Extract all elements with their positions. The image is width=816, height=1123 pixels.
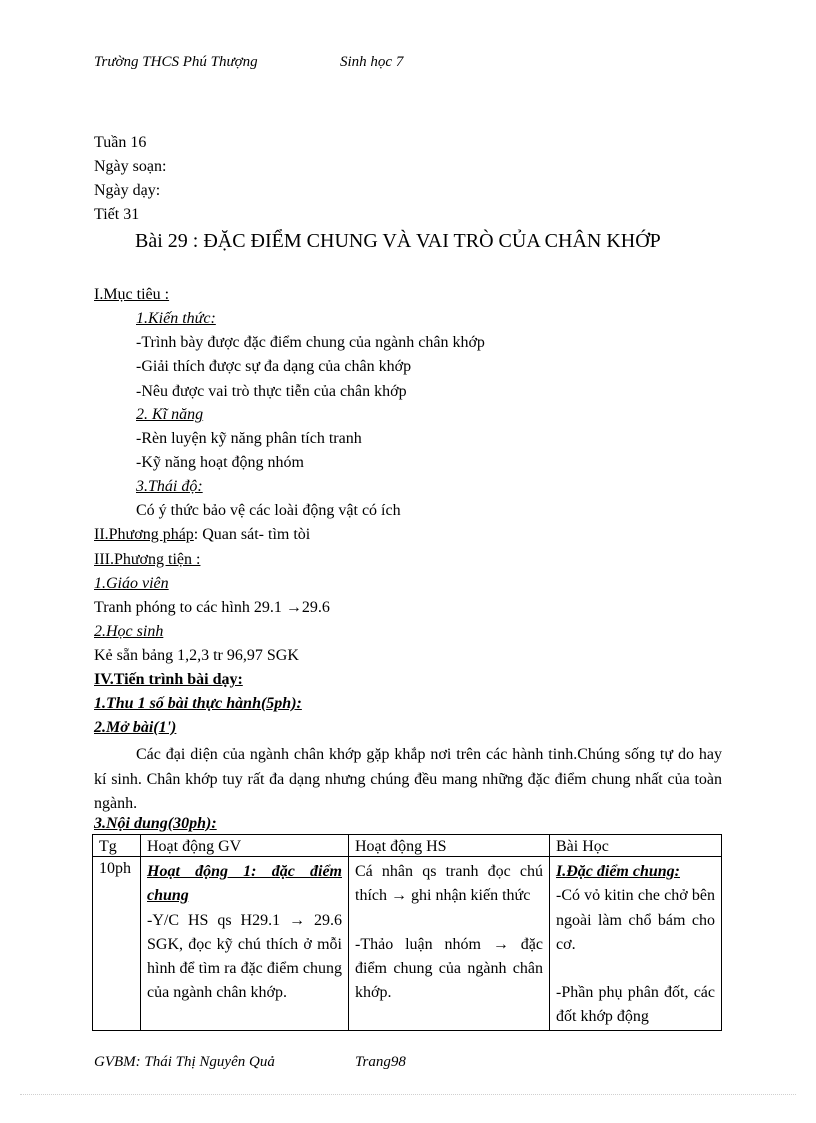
student-means-text: Kẻ sẵn bảng 1,2,3 tr 96,97 SGK <box>94 647 299 664</box>
student-means-heading: 2.Học sinh <box>94 623 164 640</box>
lesson-heading: I.Đặc điểm chung: <box>556 863 680 880</box>
knowledge-item: -Nêu được vai trò thực tiễn của chân khớp <box>136 383 407 400</box>
table-header-row <box>93 835 722 857</box>
knowledge-item: -Trình bày được đặc điểm chung của ngành chân khớp <box>136 334 485 351</box>
lesson-text: -Có vỏ kitin che chở bên ngoài làm chổ bám cho cơ. <box>556 887 715 953</box>
hs-cell <box>349 857 550 1031</box>
footer-teacher: GVBM: Thái Thị Nguyên Quả <box>94 1054 275 1070</box>
lesson-table <box>92 834 722 1031</box>
week: Tuần 16 <box>94 134 147 151</box>
process-heading: IV.Tiến trình bài dạy: <box>94 671 243 688</box>
hs-text: Cá nhân qs tranh đọc chú thích → ghi nhận kiến thức <box>355 863 543 905</box>
time-cell: 10ph <box>93 857 141 1031</box>
step3: 3.Nội dung(30ph): <box>94 815 217 832</box>
objectives-heading: I.Mục tiêu : <box>94 286 170 303</box>
header-subject: Sinh học 7 <box>340 54 404 70</box>
skills-item: -Rèn luyện kỹ năng phân tích tranh <box>136 430 362 447</box>
step2: 2.Mở bài(1') <box>94 719 177 736</box>
prep-date: Ngày soạn: <box>94 158 167 175</box>
activity-heading: Hoạt động 1: đặc điểm chung <box>147 863 342 905</box>
attitude-text: Có ý thức bảo vệ các loài động vật có ích <box>136 502 401 519</box>
method-line: II.Phương pháp: Quan sát- tìm tòi <box>94 526 311 543</box>
header-cell: Hoạt động GV <box>141 835 349 857</box>
page-divider <box>20 1094 796 1095</box>
hs-text: -Thảo luận nhóm → đặc điểm chung của ngành chân khớp. <box>355 935 543 1002</box>
lesson-text: -Phần phụ phân đốt, các đốt khớp động <box>556 984 715 1026</box>
header-cell: Hoạt động HS <box>349 835 550 857</box>
intro-paragraph: Các đại diện của ngành chân khớp gặp khắp nơi trên các hành tinh.Chúng sống tự do hay kí sinh. Chân khớp tuy rất đa dạng nhưng chúng đều mang những đặc điểm chung nhất của toàn ngành. <box>94 746 722 812</box>
skills-item: -Kỹ năng hoạt động nhóm <box>136 454 304 471</box>
gv-text: -Y/C HS qs H29.1 → 29.6 SGK, đọc kỹ chú thích ở mỗi hình để tìm ra đặc điểm chung của ngành chân khớp. <box>147 911 342 1002</box>
teach-date: Ngày dạy: <box>94 182 161 199</box>
skills-heading: 2. Kĩ năng <box>136 406 204 423</box>
means-heading: III.Phương tiện : <box>94 551 201 568</box>
knowledge-heading: 1.Kiến thức: <box>136 310 216 327</box>
step1: 1.Thu 1 số bài thực hành(5ph): <box>94 695 302 712</box>
footer-page: Trang98 <box>355 1054 406 1070</box>
lesson-cell <box>550 857 722 1031</box>
gv-cell <box>141 857 349 1031</box>
teacher-means-text: Tranh phóng to các hình 29.1 →29.6 <box>94 599 330 616</box>
lesson-title: Bài 29 : ĐẶC ĐIỂM CHUNG VÀ VAI TRÒ CỦA CHÂN KHỚP <box>135 230 661 252</box>
header-school: Trường THCS Phú Thượng <box>94 54 258 70</box>
header-cell: Tg <box>93 835 141 857</box>
period: Tiết 31 <box>94 206 140 223</box>
table-row <box>93 857 722 1031</box>
header-cell: Bài Học <box>550 835 722 857</box>
teacher-means-heading: 1.Giáo viên <box>94 575 169 592</box>
attitude-heading: 3.Thái độ: <box>136 478 203 495</box>
knowledge-item: -Giải thích được sự đa dạng của chân khớp <box>136 358 412 375</box>
